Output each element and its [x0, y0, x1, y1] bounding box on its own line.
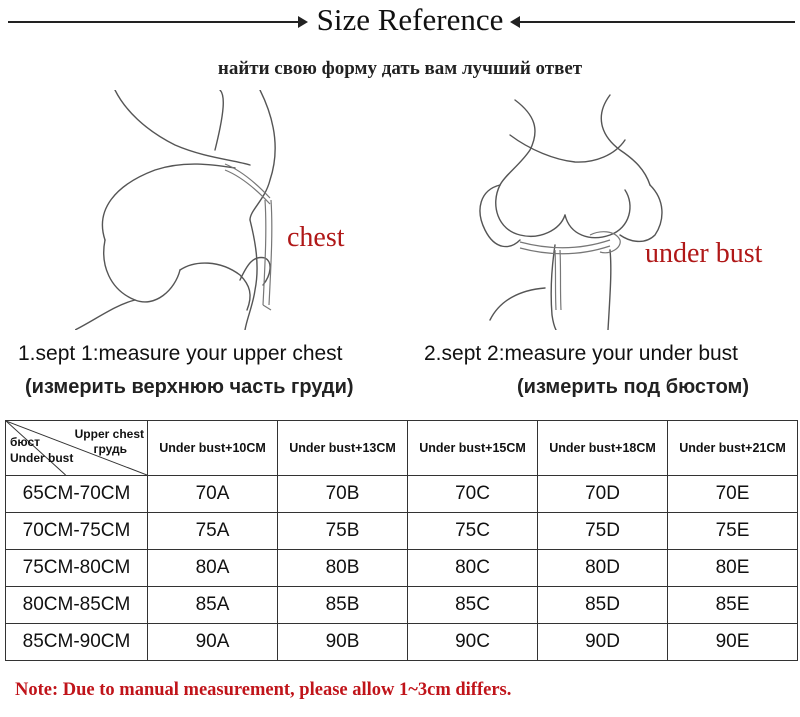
size-cell: 75E: [668, 513, 798, 550]
column-header: Under bust+10CM: [148, 421, 278, 476]
chest-label: chest: [287, 222, 345, 253]
step-1-instruction: 1.sept 1:measure your upper chest: [18, 342, 343, 365]
title-arrow-left: [298, 16, 308, 28]
table-row: [6, 476, 798, 513]
corner-bust-ru-label: бюст: [10, 435, 41, 449]
size-chart-table: [5, 420, 798, 661]
page-title: Size Reference: [316, 2, 504, 37]
size-cell: 90A: [148, 624, 278, 661]
step-1-translation: (измерить верхнюю часть груди): [25, 376, 354, 398]
corner-under-bust-label: Under bust: [10, 451, 74, 465]
table-row: [6, 550, 798, 587]
table-row: [6, 624, 798, 661]
title-divider-right: [520, 21, 795, 23]
row-label: 75CM-80CM: [6, 550, 148, 587]
size-cell: 70B: [278, 476, 408, 513]
step-2-translation: (измерить под бюстом): [517, 376, 749, 398]
row-label: 70CM-75CM: [6, 513, 148, 550]
size-cell: 85E: [668, 587, 798, 624]
table-row: [6, 513, 798, 550]
size-cell: 90D: [538, 624, 668, 661]
title-divider-left: [8, 21, 298, 23]
table-corner-cell: [6, 421, 148, 476]
size-cell: 90B: [278, 624, 408, 661]
page-subtitle: найти свою форму дать вам лучший ответ: [217, 58, 583, 79]
size-cell: 80D: [538, 550, 668, 587]
size-cell: 85A: [148, 587, 278, 624]
table-header-row: [6, 421, 798, 476]
size-cell: 70C: [408, 476, 538, 513]
size-cell: 75C: [408, 513, 538, 550]
column-header: Under bust+13CM: [278, 421, 408, 476]
step-2-instruction: 2.sept 2:measure your under bust: [424, 342, 739, 365]
size-cell: 75A: [148, 513, 278, 550]
under-bust-label: under bust: [645, 238, 763, 269]
size-cell: 80C: [408, 550, 538, 587]
column-header: Under bust+21CM: [668, 421, 798, 476]
size-cell: 70E: [668, 476, 798, 513]
size-cell: 75B: [278, 513, 408, 550]
row-label: 80CM-85CM: [6, 587, 148, 624]
title-row: [0, 0, 800, 44]
size-cell: 90E: [668, 624, 798, 661]
size-cell: 80A: [148, 550, 278, 587]
size-cell: 90C: [408, 624, 538, 661]
size-cell: 85B: [278, 587, 408, 624]
size-cell: 70D: [538, 476, 668, 513]
size-cell: 85D: [538, 587, 668, 624]
upper-chest-illustration: [75, 90, 375, 330]
size-cell: 85C: [408, 587, 538, 624]
table-row: [6, 587, 798, 624]
size-cell: 75D: [538, 513, 668, 550]
row-label: 85CM-90CM: [6, 624, 148, 661]
size-cell: 70A: [148, 476, 278, 513]
title-arrow-right: [510, 16, 520, 28]
size-cell: 80E: [668, 550, 798, 587]
column-header: Under bust+15CM: [408, 421, 538, 476]
row-label: 65CM-70CM: [6, 476, 148, 513]
under-bust-illustration: [460, 90, 710, 330]
corner-upper-chest-label: Upper chest: [74, 427, 144, 441]
column-header: Under bust+18CM: [538, 421, 668, 476]
measurement-note: Note: Due to manual measurement, please allow 1~3cm differs.: [15, 680, 512, 700]
corner-upper-chest-ru-label: грудь: [93, 442, 127, 456]
size-cell: 80B: [278, 550, 408, 587]
